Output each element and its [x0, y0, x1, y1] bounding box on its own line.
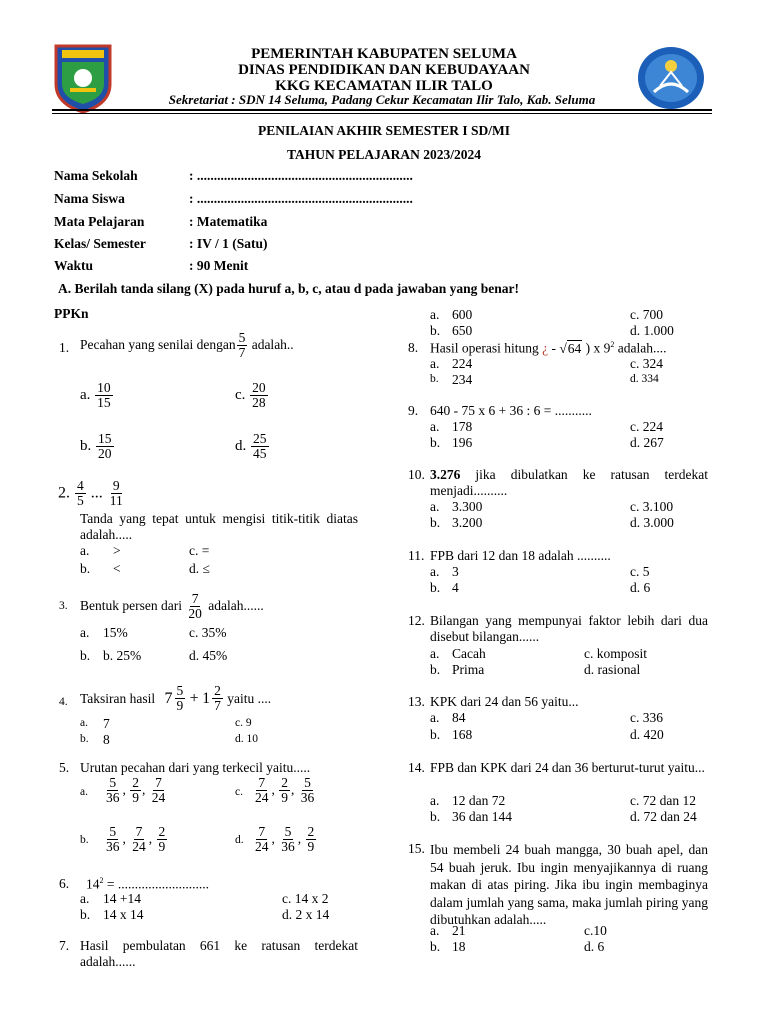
question-number: 3.: [59, 600, 68, 612]
question-2: 2. $\frac{4}{5}$ ... $\frac{9}{11}$: [58, 478, 123, 509]
option-b[interactable]: b.: [430, 662, 441, 677]
question-number: 13.: [408, 694, 425, 709]
option-value: 21: [452, 923, 466, 938]
question-1: [80, 331, 294, 360]
header-address: Sekretariat : SDN 14 Seluma, Padang Cekur Kecamatan Ilir Talo, Kab. Seluma: [168, 92, 596, 107]
option-value: 15%: [103, 625, 128, 640]
option-value: 3.200: [452, 515, 483, 530]
option-a[interactable]: a. $\frac{10}{15}$: [80, 380, 111, 411]
option-b[interactable]: b.: [80, 907, 91, 922]
option-b[interactable]: b.: [430, 939, 441, 954]
option-c[interactable]: c. $\frac{20}{28}$: [235, 380, 266, 411]
option-a[interactable]: a.: [430, 564, 440, 579]
option-value: 36 dan 144: [452, 809, 512, 824]
option-value: 224: [452, 356, 473, 371]
option-d[interactable]: d. 45%: [189, 648, 228, 663]
option-c[interactable]: c. komposit: [584, 646, 647, 661]
info-label: Waktu: [54, 258, 94, 273]
info-label: Nama Siswa: [54, 191, 125, 206]
option-value: 3.300: [452, 499, 483, 514]
option-b[interactable]: b.: [430, 435, 441, 450]
option-d[interactable]: d. 6: [584, 939, 605, 954]
option-c[interactable]: c. 5: [630, 564, 650, 579]
option-c[interactable]: c.10: [584, 923, 607, 938]
option-value: 196: [452, 435, 473, 450]
option-c[interactable]: c.: [235, 786, 243, 798]
option-c[interactable]: c. 9: [235, 717, 252, 729]
option-value: 8: [103, 732, 110, 747]
question-text: 640 - 75 x 6 + 36 : 6 = ...........: [430, 403, 592, 418]
info-value: : Matematika: [189, 214, 268, 229]
option-a[interactable]: a.: [430, 307, 440, 322]
option-d[interactable]: d. ≤: [189, 561, 210, 576]
question-text: Ibu membeli 24 buah mangga, 30 buah apel, dan 54 buah jeruk. Ibu ingin menyajikannya di ruang makan di atas piring. Jika ibu ingin membaginya dalam jumlah yang sama, maka jumlah piring yang dibutuhkan adalah.....: [430, 842, 708, 927]
info-value: : IV / 1 (Satu): [189, 236, 268, 251]
option-b[interactable]: b.: [430, 809, 441, 824]
option-c[interactable]: c. 14 x 2: [282, 891, 329, 906]
question-text: Tanda yang tepat untuk mengisi titik-titik diatas adalah.....: [80, 511, 358, 543]
option-c[interactable]: c. 324: [630, 356, 663, 371]
option-a[interactable]: a.: [430, 710, 440, 725]
option-c[interactable]: c. 3.100: [630, 499, 674, 514]
option-value: 234: [452, 372, 473, 387]
option-b[interactable]: b.: [430, 373, 439, 385]
info-value: : 90 Menit: [189, 258, 249, 273]
question-number: 12.: [408, 613, 425, 628]
option-d[interactable]: d. 420: [630, 727, 664, 742]
option-d[interactable]: d. 2 x 14: [282, 907, 330, 922]
question-text: Urutan pecahan dari yang terkecil yaitu.....: [80, 760, 311, 775]
option-value: 168: [452, 727, 473, 742]
question-number: 7.: [59, 938, 70, 953]
option-b[interactable]: b.: [430, 515, 441, 530]
option-b[interactable]: b.: [80, 733, 89, 745]
header-rule: [52, 109, 712, 114]
option-value: 14 +14: [103, 891, 141, 906]
question-8: Hasil operasi hitung ¿ - √64 ) x $9^2$ adalah....: [430, 340, 667, 356]
info-value: : ................................................................: [189, 168, 413, 183]
option-value: <: [113, 561, 121, 576]
option-c[interactable]: c. 35%: [189, 625, 227, 640]
option-value: 7: [103, 716, 110, 731]
question-number: 5.: [59, 760, 70, 775]
question-number: 9.: [408, 403, 419, 418]
question-text: KPK dari 24 dan 56 yaitu...: [430, 694, 579, 709]
instruction: A. Berilah tanda silang (X) pada huruf a, b, c, atau d pada jawaban yang benar!: [58, 281, 519, 296]
option-a[interactable]: a.: [80, 543, 90, 558]
fraction-list: $\frac{7}{24}$ , $\frac{5}{36}$ , $\frac{2}{9}$: [255, 824, 315, 855]
question-number: 4.: [59, 696, 68, 708]
option-a[interactable]: a.: [430, 923, 440, 938]
option-a[interactable]: a.: [430, 419, 440, 434]
option-value: 14 x 14: [103, 907, 144, 922]
option-value: b. 25%: [103, 648, 142, 663]
exam-year: TAHUN PELAJARAN 2023/2024: [286, 147, 481, 162]
option-a[interactable]: a.: [430, 499, 440, 514]
question-number: 14.: [408, 760, 425, 775]
question-number: 10.: [408, 467, 425, 482]
option-value: 650: [452, 323, 473, 338]
header-line-1: PEMERINTAH KABUPATEN SELUMA: [251, 46, 517, 62]
option-d[interactable]: d. 1.000: [630, 323, 674, 338]
option-d[interactable]: d. 3.000: [630, 515, 674, 530]
fraction-list: $\frac{7}{24}$ , $\frac{2}{9}$ , $\frac{5}{36}$: [255, 775, 315, 806]
question-text: Bilangan yang mempunyai faktor lebih dari dua disebut bilangan......: [430, 613, 708, 645]
question-6: $14^2$ = ...........................: [86, 876, 209, 892]
info-label: Nama Sekolah: [54, 168, 138, 183]
info-label: Mata Pelajaran: [54, 214, 145, 229]
question-number: 1.: [59, 340, 70, 355]
option-value: 18: [452, 939, 466, 954]
option-d[interactable]: d. 334: [630, 373, 659, 385]
info-value: : ................................................................: [189, 191, 413, 206]
question-text: FPB dari 12 dan 18 adalah ..........: [430, 548, 611, 563]
option-c[interactable]: c. =: [189, 543, 210, 558]
question-number: 15.: [408, 841, 425, 856]
option-value: 84: [452, 710, 466, 725]
fraction-list: $\frac{5}{36}$ , $\frac{7}{24}$ , $\frac{2}{9}$: [106, 824, 166, 855]
question-number: 11.: [408, 548, 425, 563]
option-value: 3: [452, 564, 459, 579]
option-value: Prima: [452, 662, 485, 677]
option-d[interactable]: d. 10: [235, 733, 258, 745]
option-d[interactable]: d. $\frac{25}{45}$: [235, 431, 267, 462]
option-d[interactable]: d. 267: [630, 435, 664, 450]
option-a[interactable]: a.: [430, 646, 440, 661]
option-b[interactable]: b.: [80, 561, 91, 576]
question-text: 3.276 jika dibulatkan ke ratusan terdekat menjadi..........: [430, 467, 708, 499]
option-value: 12 dan 72: [452, 793, 506, 808]
subject-label: PPKn: [54, 306, 89, 321]
option-c[interactable]: c. 224: [630, 419, 663, 434]
question-number: 6.: [59, 876, 70, 891]
option-b[interactable]: b. $\frac{15}{20}$: [80, 431, 112, 462]
header-line-3: KKG KECAMATAN ILIR TALO: [275, 78, 493, 94]
option-b[interactable]: b.: [430, 580, 441, 595]
option-b[interactable]: b.: [80, 648, 91, 663]
question-4: Taksiran hasil 7 $\frac{5}{9}$ + 1 $\frac{2}{7}$ yaitu ....: [80, 683, 272, 714]
option-d[interactable]: d. rasional: [584, 662, 641, 677]
option-b[interactable]: b.: [430, 323, 441, 338]
option-d[interactable]: d.: [235, 834, 244, 846]
option-value: 4: [452, 580, 459, 595]
question-text: Pecahan yang senilai dengan: [80, 336, 236, 352]
option-a[interactable]: a.: [80, 786, 88, 798]
header-line-2: DINAS PENDIDIKAN DAN KEBUDAYAAN: [238, 62, 530, 78]
option-a[interactable]: a.: [430, 793, 440, 808]
question-text: FPB dan KPK dari 24 dan 36 berturut-turut yaitu...: [430, 760, 705, 775]
question-text: Hasil pembulatan 661 ke ratusan terdekat adalah......: [80, 938, 358, 970]
option-b[interactable]: b.: [80, 834, 89, 846]
option-d[interactable]: d. 72 dan 24: [630, 809, 697, 824]
fraction-list: $\frac{5}{36}$ , $\frac{2}{9}$ , $\frac{7}{24}$: [106, 775, 166, 806]
question-number: 8.: [408, 340, 419, 355]
exam-title: PENILAIAN AKHIR SEMESTER I SD/MI: [257, 123, 511, 138]
fraction: $\frac{5}{7}$: [238, 330, 246, 361]
option-value: 178: [452, 419, 473, 434]
option-c[interactable]: c. 336: [630, 710, 663, 725]
option-value: Cacah: [452, 646, 486, 661]
option-a[interactable]: a.: [80, 717, 88, 729]
option-a[interactable]: a.: [80, 891, 90, 906]
question-3: Bentuk persen dari $\frac{7}{20}$ adalah......: [80, 591, 264, 622]
option-a[interactable]: a.: [80, 625, 90, 640]
option-c[interactable]: c. 72 dan 12: [630, 793, 696, 808]
option-c[interactable]: c. 700: [630, 307, 663, 322]
question-text: adalah..: [251, 336, 294, 352]
option-value: 600: [452, 307, 473, 322]
info-label: Kelas/ Semester: [54, 236, 146, 251]
option-b[interactable]: b.: [430, 727, 441, 742]
option-value: >: [113, 543, 121, 558]
option-a[interactable]: a.: [430, 356, 440, 371]
option-d[interactable]: d. 6: [630, 580, 651, 595]
